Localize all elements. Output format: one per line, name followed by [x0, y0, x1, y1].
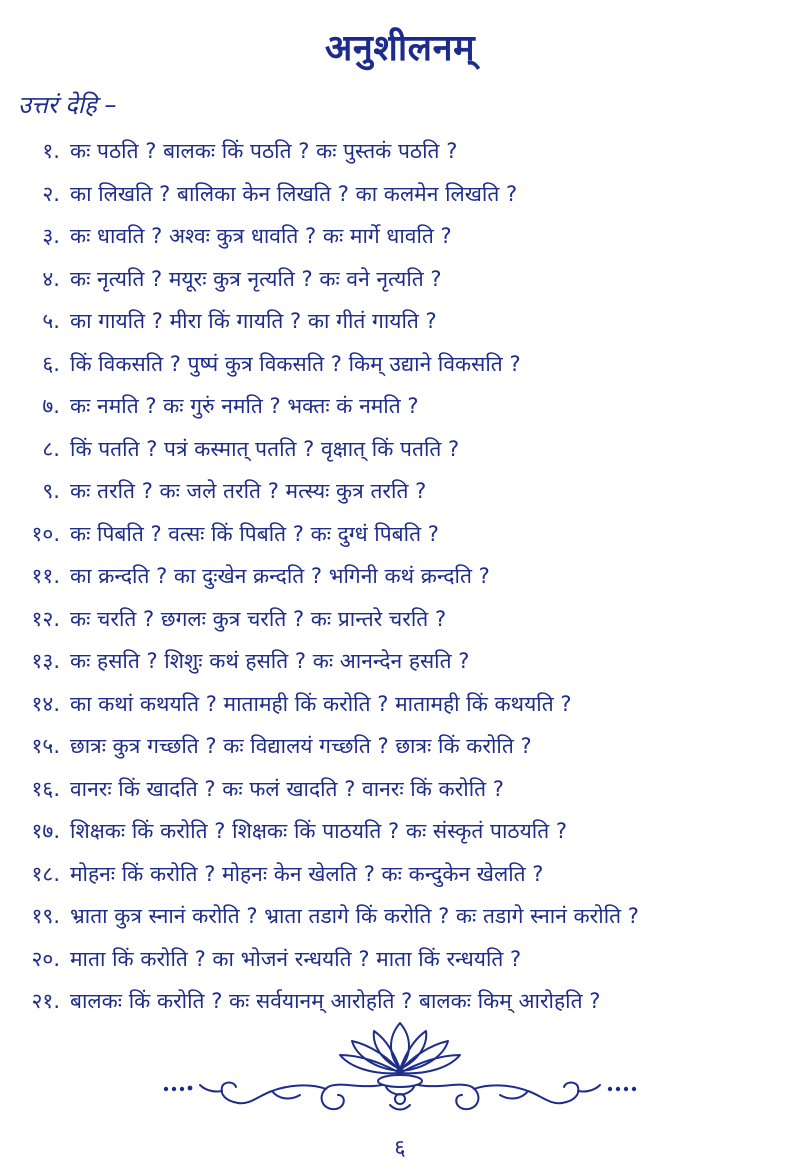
question-number: ४.	[42, 266, 60, 291]
lotus-scroll-ornament-icon	[160, 1015, 640, 1120]
question-text: किं पतति ? पत्रं कस्मात् पतति ? वृक्षात् किं पतति ?	[70, 436, 460, 461]
question-text: शिक्षकः किं करोति ? शिक्षकः किं पाठयति ? कः संस्कृतं पाठयति ?	[70, 819, 568, 844]
question-row	[14, 598, 794, 641]
question-number: १३.	[31, 649, 60, 674]
question-number: १८.	[31, 861, 60, 886]
question-row	[14, 215, 794, 258]
question-list	[14, 130, 794, 1023]
question-row	[14, 428, 794, 471]
question-row	[14, 130, 794, 173]
question-row	[14, 513, 794, 556]
question-row	[14, 385, 794, 428]
question-number: २०.	[31, 946, 60, 971]
question-text: कः पठति ? बालकः किं पठति ? कः पुस्तकं पठति ?	[70, 139, 458, 164]
question-number: ३.	[42, 224, 60, 249]
question-row	[14, 768, 794, 811]
question-text: का क्रन्दति ? का दुःखेन क्रन्दति ? भगिनी कथं क्रन्दति ?	[70, 564, 490, 589]
exercise-instruction: उत्तरं देहि –	[18, 91, 117, 119]
question-number: ९.	[42, 479, 60, 504]
page-title: अनुशीलनम्	[324, 28, 476, 69]
question-row	[14, 895, 794, 938]
question-row	[14, 343, 794, 386]
question-text: माता किं करोति ? का भोजनं रन्धयति ? माता किं रन्धयति ?	[70, 946, 522, 971]
question-row	[14, 300, 794, 343]
question-text: वानरः किं खादति ? कः फलं खादति ? वानरः किं करोति ?	[70, 776, 504, 801]
question-row	[14, 725, 794, 768]
question-text: का कथां कथयति ? मातामही किं करोति ? मातामही किं कथयति ?	[70, 691, 572, 716]
question-number: २१.	[31, 989, 60, 1014]
question-number: १४.	[31, 691, 60, 716]
question-text: कः नमति ? कः गुरुं नमति ? भक्तः कं नमति ?	[70, 394, 419, 419]
page-number: ६	[394, 1136, 406, 1161]
question-number: १०.	[31, 521, 60, 546]
question-number: १७.	[31, 819, 60, 844]
question-number: ७.	[42, 394, 60, 419]
question-number: ५.	[42, 309, 60, 334]
question-text: कः पिबति ? वत्सः किं पिबति ? कः दुग्धं पिबति ?	[70, 521, 439, 546]
question-row	[14, 938, 794, 981]
question-row	[14, 470, 794, 513]
question-number: १९.	[31, 904, 60, 929]
question-text: किं विकसति ? पुष्पं कुत्र विकसति ? किम् उद्याने विकसति ?	[70, 351, 521, 376]
question-row	[14, 640, 794, 683]
question-number: ११.	[31, 564, 60, 589]
question-number: २.	[42, 181, 60, 206]
question-text: भ्राता कुत्र स्नानं करोति ? भ्राता तडागे किं करोति ? कः तडागे स्नानं करोति ?	[70, 904, 639, 929]
question-number: ६.	[42, 351, 60, 376]
question-number: १५.	[31, 734, 60, 759]
question-text: कः तरति ? कः जले तरति ? मत्स्यः कुत्र तरति ?	[70, 479, 427, 504]
question-number: १६.	[31, 776, 60, 801]
question-text: कः नृत्यति ? मयूरः कुत्र नृत्यति ? कः वने नृत्यति ?	[70, 266, 442, 291]
question-row	[14, 258, 794, 301]
question-text: कः हसति ? शिशुः कथं हसति ? कः आनन्देन हसति ?	[70, 649, 470, 674]
question-number: ८.	[42, 436, 60, 461]
question-number: १२.	[31, 606, 60, 631]
question-row	[14, 173, 794, 216]
question-row	[14, 683, 794, 726]
question-number: १.	[42, 139, 60, 164]
question-row	[14, 810, 794, 853]
question-text: बालकः किं करोति ? कः सर्वयानम् आरोहति ? बालकः किम् आरोहति ?	[70, 989, 601, 1014]
question-text: कः चरति ? छगलः कुत्र चरति ? कः प्रान्तरे चरति ?	[70, 606, 447, 631]
question-text: छात्रः कुत्र गच्छति ? कः विद्यालयं गच्छति ? छात्रः किं करोति ?	[70, 734, 532, 759]
question-text: का लिखति ? बालिका केन लिखति ? का कलमेन लिखति ?	[70, 181, 518, 206]
question-text: मोहनः किं करोति ? मोहनः केन खेलति ? कः कन्दुकेन खेलति ?	[70, 861, 544, 886]
question-row	[14, 853, 794, 896]
question-row	[14, 555, 794, 598]
question-text: का गायति ? मीरा किं गायति ? का गीतं गायति ?	[70, 309, 437, 334]
question-text: कः धावति ? अश्वः कुत्र धावति ? कः मार्गे धावति ?	[70, 224, 452, 249]
